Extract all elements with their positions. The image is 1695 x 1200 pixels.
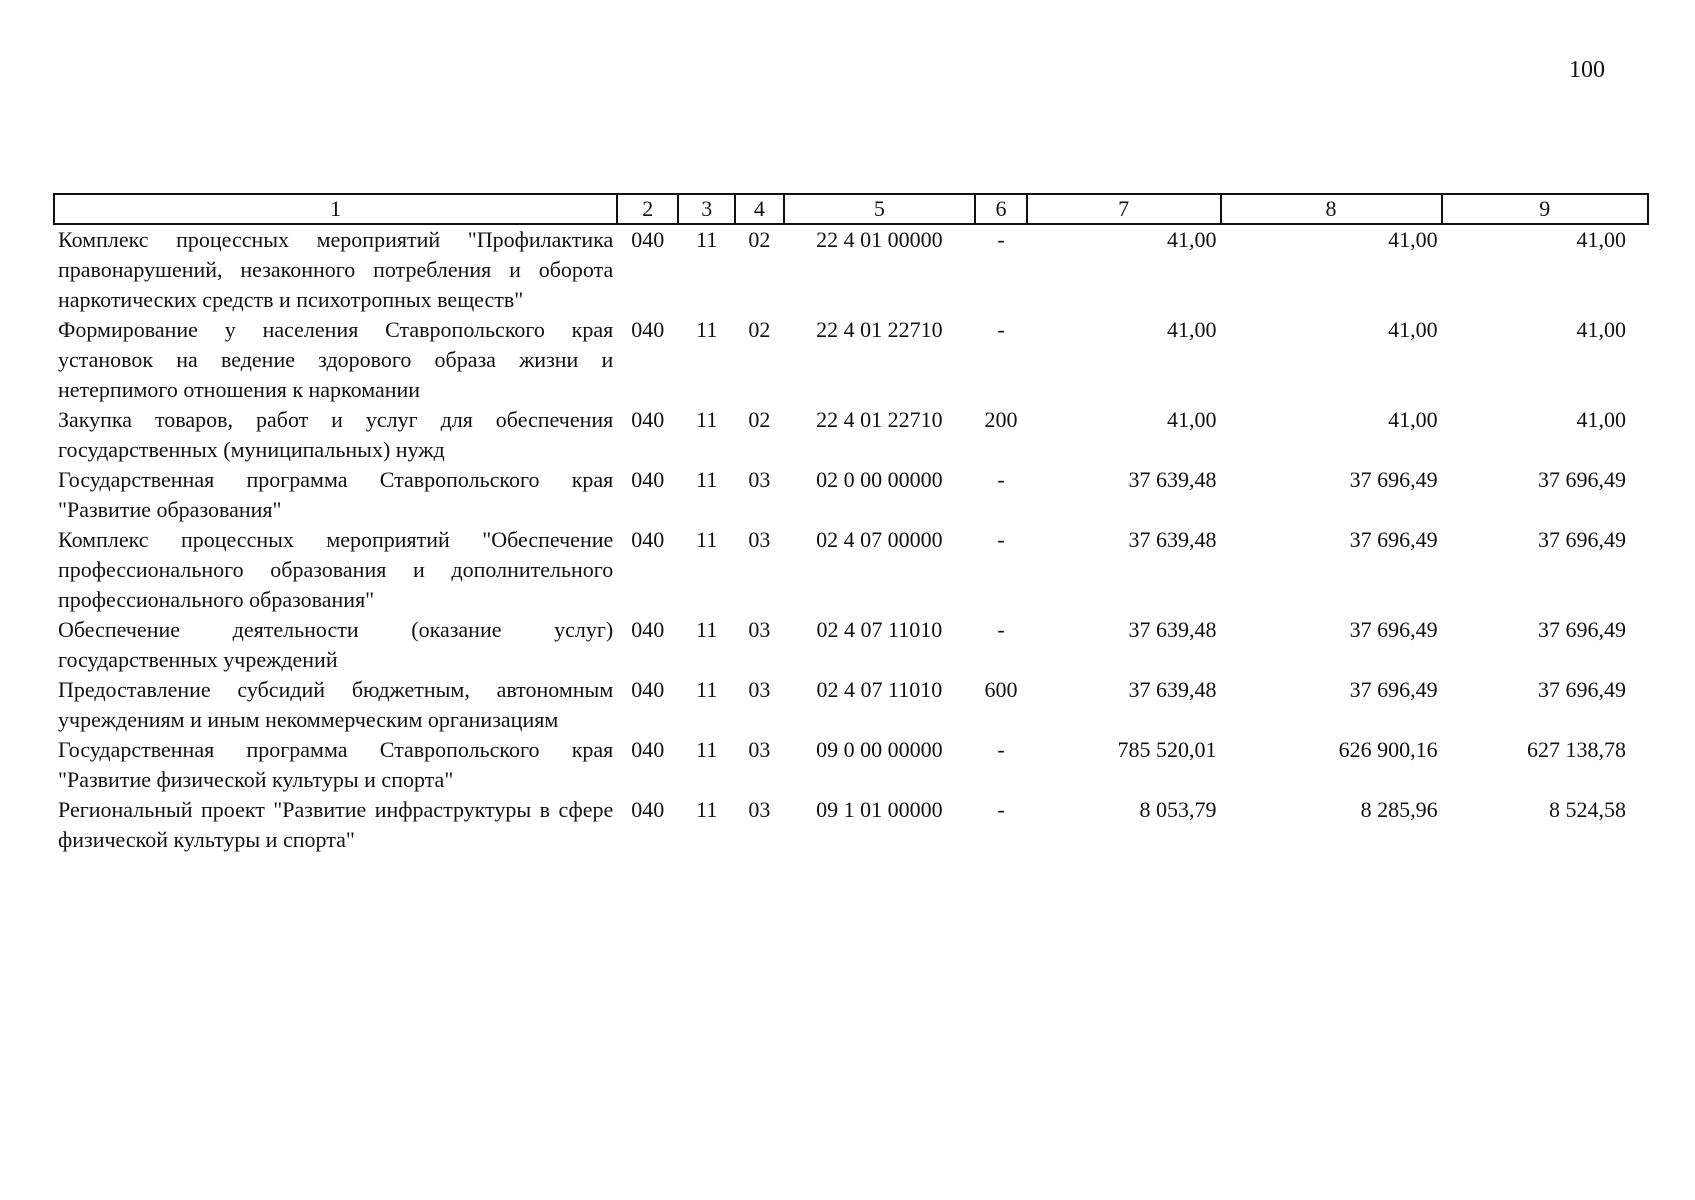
cell-c5: 22 4 01 22710 bbox=[816, 407, 943, 432]
header-row bbox=[54, 194, 1648, 224]
cell-c9: 37 696,49 bbox=[1538, 527, 1626, 552]
cell-c2: 040 bbox=[631, 527, 665, 552]
row-name: Формирование у населения Ставропольского края установок на ведение здорового образа жизни и нетерпимого отношения к наркомании bbox=[58, 317, 614, 402]
cell-c5: 02 4 07 11010 bbox=[816, 677, 943, 702]
cell-c7: 37 639,48 bbox=[1128, 467, 1217, 492]
cell-c7: 785 520,01 bbox=[1117, 737, 1217, 762]
cell-c2: 040 bbox=[631, 407, 665, 432]
cell-c2: 040 bbox=[631, 617, 665, 642]
column-header: 1 bbox=[54, 194, 617, 224]
cell-c8: 8 285,96 bbox=[1360, 797, 1438, 822]
cell-c9: 37 696,49 bbox=[1538, 467, 1626, 492]
cell-c4: 03 bbox=[748, 677, 771, 702]
cell-c9: 37 696,49 bbox=[1538, 617, 1626, 642]
cell-c4: 03 bbox=[748, 797, 771, 822]
cell-c9: 41,00 bbox=[1576, 407, 1626, 432]
row-name: Обеспечение деятельности (оказание услуг) государственных учреждений bbox=[58, 617, 614, 672]
cell-c2: 040 bbox=[631, 797, 665, 822]
cell-c2: 040 bbox=[631, 737, 665, 762]
cell-c8: 41,00 bbox=[1388, 407, 1438, 432]
column-header: 6 bbox=[975, 194, 1027, 224]
cell-c6: 200 bbox=[984, 407, 1018, 432]
cell-c6: - bbox=[997, 227, 1005, 252]
column-header: 3 bbox=[678, 194, 735, 224]
table-row bbox=[54, 675, 1648, 735]
cell-c4: 03 bbox=[748, 617, 771, 642]
cell-c7: 41,00 bbox=[1167, 317, 1217, 342]
cell-c4: 03 bbox=[748, 467, 771, 492]
table-row bbox=[54, 405, 1648, 465]
column-header: 8 bbox=[1221, 194, 1442, 224]
table-row bbox=[54, 224, 1648, 315]
cell-c9: 37 696,49 bbox=[1538, 677, 1626, 702]
cell-c6: 600 bbox=[984, 677, 1018, 702]
cell-c7: 41,00 bbox=[1167, 407, 1217, 432]
cell-c4: 02 bbox=[748, 407, 771, 432]
cell-c4: 03 bbox=[748, 527, 771, 552]
cell-c3: 11 bbox=[696, 467, 718, 492]
cell-c8: 37 696,49 bbox=[1349, 677, 1438, 702]
cell-c3: 11 bbox=[696, 527, 718, 552]
column-header: 4 bbox=[735, 194, 783, 224]
row-name: Государственная программа Ставропольского края "Развитие физической культуры и спорта" bbox=[58, 737, 614, 792]
budget-table bbox=[53, 193, 1649, 855]
table-row bbox=[54, 525, 1648, 615]
cell-c5: 09 1 01 00000 bbox=[816, 797, 943, 822]
cell-c2: 040 bbox=[631, 677, 665, 702]
table-header bbox=[54, 194, 1648, 224]
table-row bbox=[54, 795, 1648, 855]
column-header: 9 bbox=[1442, 194, 1648, 224]
cell-c7: 37 639,48 bbox=[1128, 677, 1217, 702]
cell-c2: 040 bbox=[631, 317, 665, 342]
table-row bbox=[54, 465, 1648, 525]
cell-c3: 11 bbox=[696, 317, 718, 342]
cell-c8: 37 696,49 bbox=[1349, 617, 1438, 642]
cell-c5: 02 4 07 11010 bbox=[816, 617, 943, 642]
cell-c7: 41,00 bbox=[1167, 227, 1217, 252]
table-row bbox=[54, 615, 1648, 675]
cell-c8: 41,00 bbox=[1388, 317, 1438, 342]
cell-c6: - bbox=[997, 317, 1005, 342]
cell-c7: 37 639,48 bbox=[1128, 617, 1217, 642]
cell-c3: 11 bbox=[696, 227, 718, 252]
row-name: Региональный проект "Развитие инфраструктуры в сфере физической культуры и спорта" bbox=[58, 797, 614, 852]
cell-c5: 22 4 01 00000 bbox=[816, 227, 943, 252]
cell-c5: 02 0 00 00000 bbox=[816, 467, 943, 492]
cell-c6: - bbox=[997, 797, 1005, 822]
cell-c2: 040 bbox=[631, 467, 665, 492]
cell-c6: - bbox=[997, 737, 1005, 762]
cell-c5: 02 4 07 00000 bbox=[816, 527, 943, 552]
cell-c8: 37 696,49 bbox=[1349, 467, 1438, 492]
row-name: Предоставление субсидий бюджетным, автономным учреждениям и иным некоммерческим организациям bbox=[58, 677, 614, 732]
cell-c9: 627 138,78 bbox=[1527, 737, 1626, 762]
column-header: 7 bbox=[1027, 194, 1221, 224]
cell-c9: 8 524,58 bbox=[1549, 797, 1626, 822]
cell-c9: 41,00 bbox=[1576, 317, 1626, 342]
cell-c9: 41,00 bbox=[1576, 227, 1626, 252]
cell-c4: 02 bbox=[748, 317, 771, 342]
cell-c7: 37 639,48 bbox=[1128, 527, 1217, 552]
column-header: 2 bbox=[617, 194, 678, 224]
cell-c3: 11 bbox=[696, 617, 718, 642]
column-header: 5 bbox=[784, 194, 976, 224]
cell-c5: 09 0 00 00000 bbox=[816, 737, 943, 762]
cell-c5: 22 4 01 22710 bbox=[816, 317, 943, 342]
cell-c3: 11 bbox=[696, 797, 718, 822]
table-body bbox=[54, 224, 1648, 855]
table-row bbox=[54, 315, 1648, 405]
cell-c7: 8 053,79 bbox=[1139, 797, 1217, 822]
cell-c8: 37 696,49 bbox=[1349, 527, 1438, 552]
page-number: 100 bbox=[1569, 57, 1605, 83]
row-name: Государственная программа Ставропольского края "Развитие образования" bbox=[58, 467, 614, 522]
cell-c3: 11 bbox=[696, 407, 718, 432]
cell-c4: 02 bbox=[748, 227, 771, 252]
cell-c6: - bbox=[997, 527, 1005, 552]
row-name: Комплекс процессных мероприятий "Обеспечение профессионального образования и дополнительного профессионального образования" bbox=[58, 527, 614, 612]
cell-c8: 626 900,16 bbox=[1338, 737, 1438, 762]
row-name: Комплекс процессных мероприятий "Профилактика правонарушений, незаконного потребления и оборота наркотических средств и психотропных веществ" bbox=[58, 227, 614, 312]
cell-c2: 040 bbox=[631, 227, 665, 252]
cell-c3: 11 bbox=[696, 677, 718, 702]
table-row bbox=[54, 735, 1648, 795]
cell-c6: - bbox=[997, 617, 1005, 642]
cell-c6: - bbox=[997, 467, 1005, 492]
row-name: Закупка товаров, работ и услуг для обеспечения государственных (муниципальных) нужд bbox=[58, 407, 614, 462]
cell-c8: 41,00 bbox=[1388, 227, 1438, 252]
cell-c3: 11 bbox=[696, 737, 718, 762]
cell-c4: 03 bbox=[748, 737, 771, 762]
